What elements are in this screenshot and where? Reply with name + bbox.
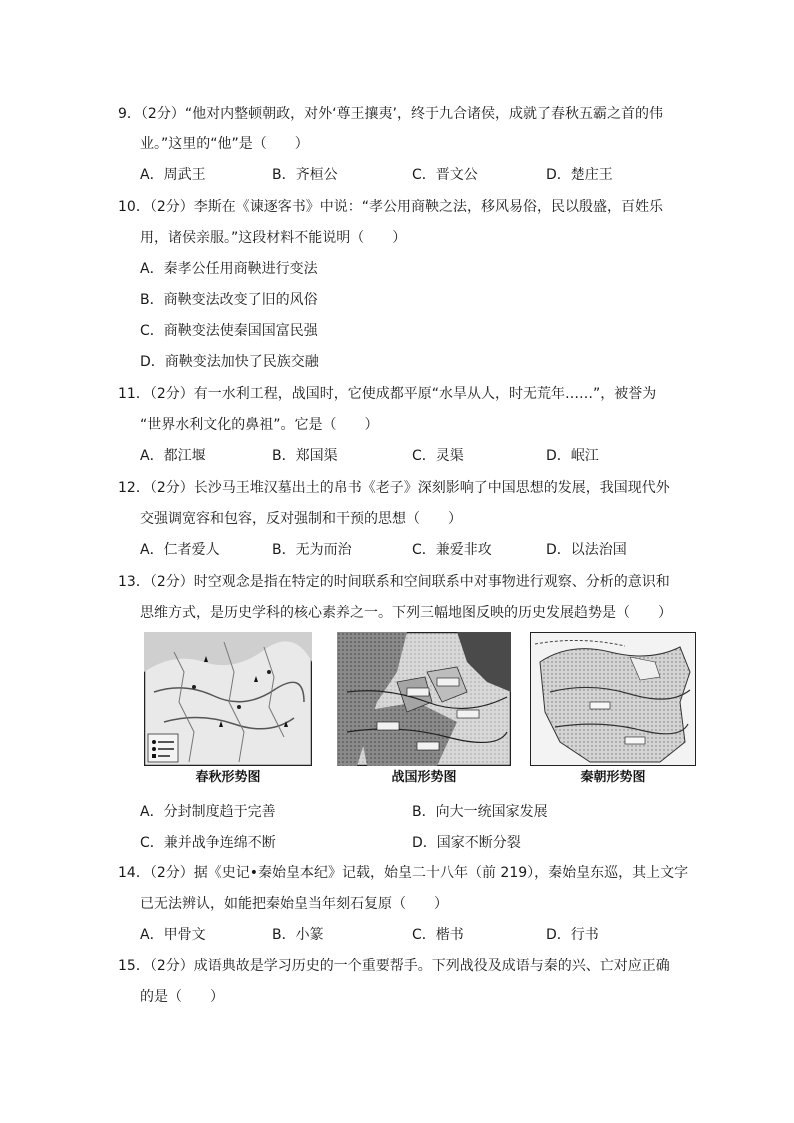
q14-option-a[interactable]: A．甲骨文 bbox=[140, 927, 206, 943]
q11-option-a[interactable]: A．都江堰 bbox=[140, 448, 206, 464]
q14-option-b[interactable]: B．小篆 bbox=[272, 927, 324, 943]
q9-option-c[interactable]: C．晋文公 bbox=[412, 167, 478, 183]
q10-option-d[interactable]: D．商鞅变法加快了民族交融 bbox=[140, 354, 319, 370]
q9-option-b[interactable]: B．齐桓公 bbox=[272, 167, 338, 183]
q9-option-d[interactable]: D．楚庄王 bbox=[546, 167, 613, 183]
map-spring-autumn-caption: 春秋形势图 bbox=[195, 770, 261, 785]
q11-option-d[interactable]: D．岷江 bbox=[546, 448, 599, 464]
map-warring-states-icon bbox=[337, 632, 511, 766]
q9-line-2: 业。”这里的“他”是（ ） bbox=[140, 136, 309, 152]
q11-option-c[interactable]: C．灵渠 bbox=[412, 448, 464, 464]
q10-line-2: 用，诸侯亲服。”这段材料不能说明（ ） bbox=[140, 230, 407, 246]
map-spring-autumn bbox=[144, 632, 312, 766]
q13-option-b[interactable]: B．向大一统国家发展 bbox=[412, 804, 548, 820]
map-qin-dynasty-caption: 秦朝形势图 bbox=[580, 770, 646, 785]
q13-option-c[interactable]: C．兼并战争连绵不断 bbox=[140, 835, 276, 851]
q14-line-1: 14．（2分）据《史记•秦始皇本纪》记载，始皇二十八年（前 219），秦始皇东巡，其上文字 bbox=[118, 865, 689, 881]
q9-option-a[interactable]: A．周武王 bbox=[140, 167, 206, 183]
q14-option-d[interactable]: D．行书 bbox=[546, 927, 599, 943]
q15-line-2: 的是（ ） bbox=[140, 989, 224, 1005]
q13-line-1: 13．（2分）时空观念是指在特定的时间联系和空间联系中对事物进行观察、分析的意识和 bbox=[118, 574, 670, 590]
q11-option-b[interactable]: B．郑国渠 bbox=[272, 448, 338, 464]
q15-line-1: 15．（2分）成语典故是学习历史的一个重要帮手。下列战役及成语与秦的兴、亡对应正确 bbox=[118, 958, 670, 974]
q10-option-b[interactable]: B．商鞅变法改变了旧的风俗 bbox=[140, 292, 318, 308]
map-warring-states-caption: 战国形势图 bbox=[391, 770, 457, 785]
q12-line-2: 交强调宽容和包容，反对强制和干预的思想（ ） bbox=[140, 511, 462, 527]
q13-option-d[interactable]: D．国家不断分裂 bbox=[412, 835, 521, 851]
q12-option-a[interactable]: A．仁者爱人 bbox=[140, 542, 220, 558]
map-qin-dynasty-icon bbox=[530, 632, 696, 766]
map-spring-autumn-icon bbox=[144, 632, 312, 766]
q12-option-d[interactable]: D．以法治国 bbox=[546, 542, 627, 558]
q13-option-a[interactable]: A．分封制度趋于完善 bbox=[140, 804, 276, 820]
q11-line-1: 11．（2分）有一水利工程，战国时，它使成都平原“水旱从人，时无荒年……”，被誉为 bbox=[118, 386, 657, 402]
q9-line-1: 9．（2分）“他对内整顿朝政，对外‘尊王攘夷’，终于九合诸侯，成就了春秋五霸之首的伟 bbox=[118, 106, 663, 122]
map-qin-dynasty bbox=[530, 632, 696, 766]
q12-line-1: 12．（2分）长沙马王堆汉墓出土的帛书《老子》深刻影响了中国思想的发展，我国现代外 bbox=[118, 480, 670, 496]
q14-option-c[interactable]: C．楷书 bbox=[412, 927, 464, 943]
q10-option-a[interactable]: A．秦孝公任用商鞅进行变法 bbox=[140, 261, 318, 277]
q10-option-c[interactable]: C．商鞅变法使秦国国富民强 bbox=[140, 323, 318, 339]
q12-option-c[interactable]: C．兼爱非攻 bbox=[412, 542, 492, 558]
q13-line-2: 思维方式，是历史学科的核心素养之一。下列三幅地图反映的历史发展趋势是（ ） bbox=[140, 605, 672, 621]
q13-maps bbox=[140, 632, 700, 792]
q11-line-2: “世界水利文化的鼻祖”。它是（ ） bbox=[140, 417, 379, 433]
q14-line-2: 已无法辨认，如能把秦始皇当年刻石复原（ ） bbox=[140, 896, 448, 912]
q10-line-1: 10．（2分）李斯在《谏逐客书》中说：“孝公用商鞅之法，移风易俗，民以殷盛，百姓乐 bbox=[118, 199, 663, 215]
q12-option-b[interactable]: B．无为而治 bbox=[272, 542, 352, 558]
map-warring-states bbox=[337, 632, 511, 766]
